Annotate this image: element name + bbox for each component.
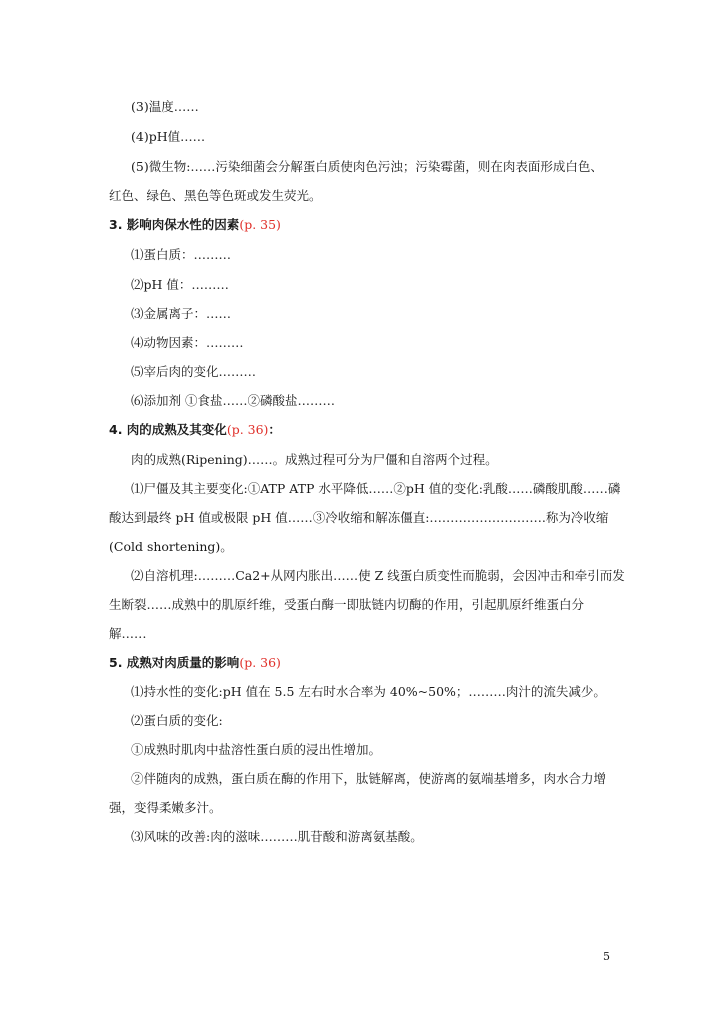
factor-ph: ⑵pH 值：……… xyxy=(131,277,229,292)
microbe-item: (5)微生物:……污染细菌会分解蛋白质使肉色污浊；污染霉菌，则在肉表面形成白色、 xyxy=(131,159,603,174)
rigor-mortis-cont-2: (Cold shortening)。 xyxy=(109,539,233,554)
temperature-item: (3)温度…… xyxy=(131,99,199,114)
section-5-heading: 5. 成熟对肉质量的影响(p. 36) xyxy=(109,655,281,670)
rigor-mortis-item: ⑴尸僵及其主要变化:①ATP ATP 水平降低……②pH 值的变化:乳酸……磷酸肌酸……磷 xyxy=(131,481,621,496)
factor-additives: ⑹添加剂 ①食盐……②磷酸盐……… xyxy=(131,393,335,408)
factor-postmortem: ⑸宰后肉的变化……… xyxy=(131,364,257,379)
protein-change-sub-1: ①成熟时肌肉中盐溶性蛋白质的浸出性增加。 xyxy=(131,742,382,757)
rigor-mortis-cont-1: 酸达到最终 pH 值或极限 pH 值……③冷收缩和解冻僵直:……………………….称为冷收缩 xyxy=(109,510,609,525)
protein-change-item: ⑵蛋白质的变化: xyxy=(131,713,223,728)
ph-item: (4)pH值…… xyxy=(131,129,206,144)
protein-change-sub-2-cont: 强，变得柔嫩多汁。 xyxy=(109,800,222,815)
autolysis-item: ⑵自溶机理:………Ca2+从网内胀出……使 Z 线蛋白质变性而脆弱，会因冲击和牵引而发 xyxy=(131,568,625,583)
section-3-page-ref: (p. 35) xyxy=(239,217,281,232)
protein-change-sub-2: ②伴随肉的成熟，蛋白质在酶的作用下，肽链解离，使游离的氨端基增多，肉水合力增 xyxy=(131,771,607,786)
page-number: 5 xyxy=(603,950,610,963)
factor-metal-ions: ⑶金属离子：…… xyxy=(131,306,232,321)
ripening-intro: 肉的成熟(Ripening)……。成熟过程可分为尸僵和自溶两个过程。 xyxy=(131,452,498,467)
autolysis-cont-1: 生断裂……成熟中的肌原纤维，受蛋白酶一即肽链内切酶的作用，引起肌原纤维蛋白分 xyxy=(109,597,585,612)
factor-animal: ⑷动物因素：……… xyxy=(131,335,244,350)
section-4-page-ref: (p. 36) xyxy=(226,422,269,437)
factor-protein: ⑴蛋白质：……… xyxy=(131,247,232,262)
section-4-heading: 4. 肉的成熟及其变化(p. 36)： xyxy=(109,422,281,437)
microbe-item-cont: 红色、绿色、黑色等色斑或发生荧光。 xyxy=(109,188,322,203)
flavor-item: ⑶风味的改善:肉的滋味………肌苷酸和游离氨基酸。 xyxy=(131,829,423,844)
autolysis-cont-2: 解…… xyxy=(109,626,147,641)
water-holding-item: ⑴持水性的变化:pH 值在 5.5 左右时水合率为 40%~50%；………肉汁的流失减少。 xyxy=(131,684,606,699)
section-3-heading: 3. 影响肉保水性的因素(p. 35) xyxy=(109,217,281,232)
section-5-page-ref: (p. 36) xyxy=(239,655,281,670)
